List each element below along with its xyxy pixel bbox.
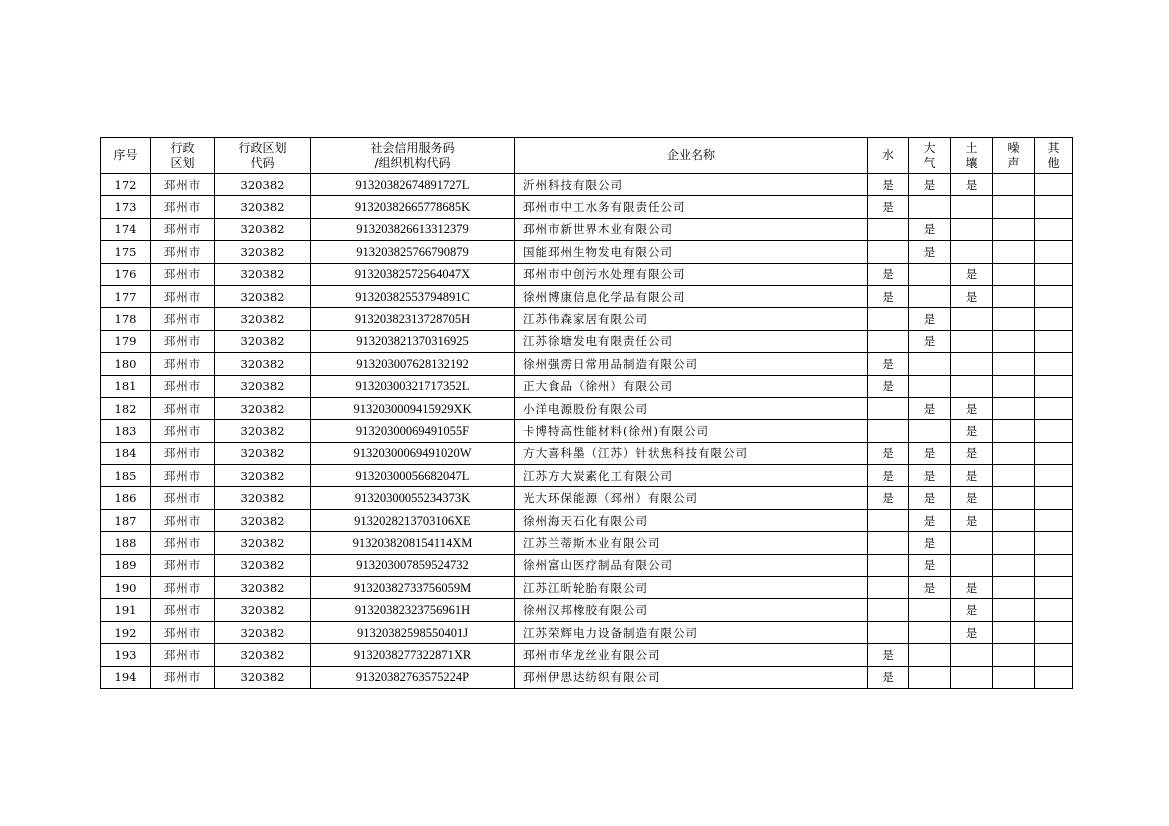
- cell-other: [1035, 241, 1073, 263]
- cell-air: 是: [909, 442, 951, 464]
- cell-district: 邳州市: [151, 330, 215, 352]
- cell-air: [909, 353, 951, 375]
- cell-soil: 是: [951, 397, 993, 419]
- cell-credit-code: 9132038277322871XR: [311, 644, 515, 666]
- cell-district-code: 320382: [215, 532, 311, 554]
- cell-soil: 是: [951, 263, 993, 285]
- table-row: [101, 465, 1073, 487]
- cell-air: [909, 263, 951, 285]
- cell-enterprise-name: 方大喜科墨（江苏）针状焦科技有限公司: [515, 442, 868, 464]
- cell-district: 邳州市: [151, 599, 215, 621]
- cell-noise: [993, 599, 1035, 621]
- cell-seq: 193: [101, 644, 151, 666]
- cell-seq: 192: [101, 621, 151, 643]
- cell-district-code: 320382: [215, 509, 311, 531]
- cell-other: [1035, 532, 1073, 554]
- cell-soil: 是: [951, 174, 993, 196]
- cell-noise: [993, 487, 1035, 509]
- table-row: [101, 174, 1073, 196]
- cell-water: [868, 397, 909, 419]
- cell-credit-code: 91320382598550401J: [311, 621, 515, 643]
- cell-seq: 184: [101, 442, 151, 464]
- cell-seq: 189: [101, 554, 151, 576]
- table-row: [101, 330, 1073, 352]
- cell-water: 是: [868, 285, 909, 307]
- cell-enterprise-name: 邳州市中创污水处理有限公司: [515, 263, 868, 285]
- cell-other: [1035, 465, 1073, 487]
- cell-credit-code: 91320382572564047X: [311, 263, 515, 285]
- table-row: [101, 532, 1073, 554]
- table-row: [101, 375, 1073, 397]
- cell-air: 是: [909, 554, 951, 576]
- cell-soil: [951, 308, 993, 330]
- cell-district: 邳州市: [151, 644, 215, 666]
- cell-water: [868, 599, 909, 621]
- cell-enterprise-name: 小洋电源股份有限公司: [515, 397, 868, 419]
- table-row: [101, 353, 1073, 375]
- cell-water: 是: [868, 174, 909, 196]
- cell-air: 是: [909, 509, 951, 531]
- cell-enterprise-name: 光大环保能源（邳州）有限公司: [515, 487, 868, 509]
- cell-seq: 187: [101, 509, 151, 531]
- header-soil-line2: 壤: [965, 155, 978, 170]
- cell-district: 邳州市: [151, 442, 215, 464]
- cell-noise: [993, 666, 1035, 688]
- cell-air: [909, 599, 951, 621]
- cell-seq: 185: [101, 465, 151, 487]
- cell-other: [1035, 621, 1073, 643]
- cell-other: [1035, 577, 1073, 599]
- cell-air: [909, 420, 951, 442]
- cell-enterprise-name: 徐州强雳日常用品制造有限公司: [515, 353, 868, 375]
- table-row: [101, 397, 1073, 419]
- cell-credit-code: 91320382733756059M: [311, 577, 515, 599]
- cell-noise: [993, 465, 1035, 487]
- cell-noise: [993, 442, 1035, 464]
- cell-water: [868, 241, 909, 263]
- cell-enterprise-name: 邳州市中工水务有限责任公司: [515, 196, 868, 218]
- cell-air: 是: [909, 532, 951, 554]
- cell-air: 是: [909, 465, 951, 487]
- cell-air: 是: [909, 397, 951, 419]
- cell-credit-code: 91320382665778685K: [311, 196, 515, 218]
- header-water: [868, 138, 909, 174]
- header-seq: [101, 138, 151, 174]
- cell-noise: [993, 420, 1035, 442]
- cell-soil: 是: [951, 420, 993, 442]
- cell-air: 是: [909, 487, 951, 509]
- cell-seq: 190: [101, 577, 151, 599]
- cell-district: 邳州市: [151, 577, 215, 599]
- cell-district: 邳州市: [151, 621, 215, 643]
- table-row: [101, 554, 1073, 576]
- cell-water: [868, 420, 909, 442]
- cell-seq: 181: [101, 375, 151, 397]
- cell-other: [1035, 218, 1073, 240]
- cell-water: [868, 554, 909, 576]
- header-air-line2: 气: [923, 155, 936, 170]
- cell-seq: 178: [101, 308, 151, 330]
- cell-credit-code: 91320300056682047L: [311, 465, 515, 487]
- cell-other: [1035, 487, 1073, 509]
- cell-district-code: 320382: [215, 375, 311, 397]
- header-noise-line2: 声: [1007, 155, 1020, 170]
- cell-water: 是: [868, 644, 909, 666]
- cell-other: [1035, 174, 1073, 196]
- cell-air: 是: [909, 218, 951, 240]
- cell-seq: 188: [101, 532, 151, 554]
- cell-noise: [993, 577, 1035, 599]
- cell-district-code: 320382: [215, 420, 311, 442]
- table-row: [101, 285, 1073, 307]
- cell-district: 邳州市: [151, 285, 215, 307]
- cell-seq: 174: [101, 218, 151, 240]
- cell-soil: 是: [951, 577, 993, 599]
- cell-district: 邳州市: [151, 353, 215, 375]
- cell-credit-code: 913203007859524732: [311, 554, 515, 576]
- cell-other: [1035, 263, 1073, 285]
- cell-water: [868, 308, 909, 330]
- cell-soil: 是: [951, 465, 993, 487]
- cell-district-code: 320382: [215, 577, 311, 599]
- cell-soil: [951, 196, 993, 218]
- cell-district-code: 320382: [215, 397, 311, 419]
- enterprise-table: [100, 137, 1073, 689]
- cell-enterprise-name: 江苏徐塘发电有限责任公司: [515, 330, 868, 352]
- cell-other: [1035, 554, 1073, 576]
- table-row: [101, 308, 1073, 330]
- cell-enterprise-name: 徐州博康信息化学品有限公司: [515, 285, 868, 307]
- cell-district-code: 320382: [215, 174, 311, 196]
- cell-other: [1035, 644, 1073, 666]
- cell-soil: [951, 241, 993, 263]
- cell-water: 是: [868, 375, 909, 397]
- cell-noise: [993, 353, 1035, 375]
- cell-other: [1035, 599, 1073, 621]
- cell-water: [868, 218, 909, 240]
- cell-district: 邳州市: [151, 420, 215, 442]
- cell-district-code: 320382: [215, 196, 311, 218]
- cell-district: 邳州市: [151, 465, 215, 487]
- cell-district: 邳州市: [151, 196, 215, 218]
- cell-air: [909, 621, 951, 643]
- header-noise-line1: 噪: [1007, 140, 1020, 155]
- header-district-line1: 行政: [170, 140, 195, 155]
- cell-credit-code: 9132038208154114XM: [311, 532, 515, 554]
- cell-soil: 是: [951, 442, 993, 464]
- cell-water: 是: [868, 263, 909, 285]
- cell-district-code: 320382: [215, 241, 311, 263]
- header-noise: [993, 138, 1035, 174]
- cell-water: 是: [868, 442, 909, 464]
- header-name: [515, 138, 868, 174]
- cell-noise: [993, 330, 1035, 352]
- cell-district-code: 320382: [215, 353, 311, 375]
- cell-soil: [951, 218, 993, 240]
- cell-air: 是: [909, 241, 951, 263]
- header-name-label: 企业名称: [666, 148, 715, 162]
- cell-district-code: 320382: [215, 263, 311, 285]
- cell-district: 邳州市: [151, 532, 215, 554]
- cell-water: 是: [868, 353, 909, 375]
- cell-noise: [993, 554, 1035, 576]
- cell-air: [909, 644, 951, 666]
- cell-other: [1035, 375, 1073, 397]
- cell-district: 邳州市: [151, 487, 215, 509]
- cell-other: [1035, 397, 1073, 419]
- header-seq-label: 序号: [113, 148, 138, 162]
- cell-district-code: 320382: [215, 218, 311, 240]
- header-credit-code-line1: 社会信用服务码: [370, 140, 455, 155]
- cell-credit-code: 91320382323756961H: [311, 599, 515, 621]
- cell-soil: 是: [951, 285, 993, 307]
- table-row: [101, 644, 1073, 666]
- cell-district: 邳州市: [151, 174, 215, 196]
- header-district-line2: 区划: [170, 155, 195, 170]
- cell-seq: 179: [101, 330, 151, 352]
- cell-seq: 175: [101, 241, 151, 263]
- cell-seq: 177: [101, 285, 151, 307]
- table-body: [101, 174, 1073, 689]
- table-row: [101, 442, 1073, 464]
- cell-district-code: 320382: [215, 666, 311, 688]
- cell-enterprise-name: 沂州科技有限公司: [515, 174, 868, 196]
- table-row: [101, 420, 1073, 442]
- cell-seq: 186: [101, 487, 151, 509]
- cell-district: 邳州市: [151, 263, 215, 285]
- cell-district-code: 320382: [215, 442, 311, 464]
- cell-enterprise-name: 徐州汉邦橡胶有限公司: [515, 599, 868, 621]
- table-row: [101, 666, 1073, 688]
- cell-soil: 是: [951, 599, 993, 621]
- table-row: [101, 509, 1073, 531]
- cell-soil: [951, 532, 993, 554]
- cell-enterprise-name: 江苏荣辉电力设备制造有限公司: [515, 621, 868, 643]
- cell-noise: [993, 621, 1035, 643]
- cell-air: [909, 666, 951, 688]
- cell-district-code: 320382: [215, 554, 311, 576]
- cell-district: 邳州市: [151, 554, 215, 576]
- cell-other: [1035, 196, 1073, 218]
- cell-credit-code: 91320382763575224P: [311, 666, 515, 688]
- cell-other: [1035, 285, 1073, 307]
- cell-district: 邳州市: [151, 666, 215, 688]
- cell-enterprise-name: 卡博特高性能材料(徐州)有限公司: [515, 420, 868, 442]
- cell-air: 是: [909, 308, 951, 330]
- cell-seq: 191: [101, 599, 151, 621]
- cell-air: 是: [909, 174, 951, 196]
- cell-noise: [993, 196, 1035, 218]
- header-district: [151, 138, 215, 174]
- cell-air: 是: [909, 577, 951, 599]
- cell-soil: 是: [951, 487, 993, 509]
- cell-air: 是: [909, 330, 951, 352]
- header-credit-code-line2: /组织机构代码: [374, 155, 451, 170]
- header-other: [1035, 138, 1073, 174]
- cell-water: [868, 509, 909, 531]
- header-water-label: 水: [881, 148, 894, 162]
- cell-noise: [993, 532, 1035, 554]
- cell-other: [1035, 330, 1073, 352]
- cell-soil: [951, 644, 993, 666]
- cell-enterprise-name: 徐州富山医疗制品有限公司: [515, 554, 868, 576]
- cell-district: 邳州市: [151, 509, 215, 531]
- cell-noise: [993, 509, 1035, 531]
- cell-credit-code: 913203821370316925: [311, 330, 515, 352]
- header-air: [909, 138, 951, 174]
- cell-seq: 194: [101, 666, 151, 688]
- cell-seq: 173: [101, 196, 151, 218]
- cell-noise: [993, 263, 1035, 285]
- cell-water: 是: [868, 487, 909, 509]
- cell-soil: [951, 666, 993, 688]
- cell-credit-code: 913203826613312379: [311, 218, 515, 240]
- header-soil: [951, 138, 993, 174]
- cell-water: [868, 532, 909, 554]
- table-row: [101, 621, 1073, 643]
- cell-noise: [993, 174, 1035, 196]
- cell-noise: [993, 397, 1035, 419]
- header-district-code-line1: 行政区划: [238, 140, 287, 155]
- cell-district: 邳州市: [151, 308, 215, 330]
- cell-credit-code: 91320382313728705H: [311, 308, 515, 330]
- cell-district-code: 320382: [215, 308, 311, 330]
- cell-enterprise-name: 江苏方大炭素化工有限公司: [515, 465, 868, 487]
- cell-other: [1035, 442, 1073, 464]
- header-district-code-line2: 代码: [250, 155, 275, 170]
- cell-other: [1035, 509, 1073, 531]
- table-row: [101, 577, 1073, 599]
- header-soil-line1: 土: [965, 140, 978, 155]
- cell-other: [1035, 666, 1073, 688]
- cell-soil: 是: [951, 509, 993, 531]
- cell-noise: [993, 285, 1035, 307]
- cell-noise: [993, 308, 1035, 330]
- table-row: [101, 218, 1073, 240]
- header-other-line2: 他: [1047, 155, 1060, 170]
- cell-credit-code: 91320300069491020W: [311, 442, 515, 464]
- cell-enterprise-name: 江苏伟森家居有限公司: [515, 308, 868, 330]
- cell-credit-code: 91320300055234373K: [311, 487, 515, 509]
- cell-district-code: 320382: [215, 487, 311, 509]
- cell-enterprise-name: 邳州伊思达纺织有限公司: [515, 666, 868, 688]
- table-row: [101, 599, 1073, 621]
- cell-noise: [993, 218, 1035, 240]
- cell-soil: 是: [951, 621, 993, 643]
- cell-district-code: 320382: [215, 599, 311, 621]
- cell-soil: [951, 330, 993, 352]
- table-row: [101, 196, 1073, 218]
- cell-noise: [993, 375, 1035, 397]
- cell-water: 是: [868, 666, 909, 688]
- cell-enterprise-name: 邳州市华龙丝业有限公司: [515, 644, 868, 666]
- cell-enterprise-name: 江苏兰蒂斯木业有限公司: [515, 532, 868, 554]
- header-air-line1: 大: [923, 140, 936, 155]
- cell-seq: 183: [101, 420, 151, 442]
- cell-noise: [993, 241, 1035, 263]
- cell-enterprise-name: 徐州海天石化有限公司: [515, 509, 868, 531]
- cell-noise: [993, 644, 1035, 666]
- cell-water: [868, 621, 909, 643]
- header-credit-code: [311, 138, 515, 174]
- cell-credit-code: 9132028213703106XE: [311, 509, 515, 531]
- cell-credit-code: 913203007628132192: [311, 353, 515, 375]
- cell-credit-code: 9132030009415929XK: [311, 397, 515, 419]
- table-header: [101, 138, 1073, 174]
- cell-water: 是: [868, 465, 909, 487]
- cell-district-code: 320382: [215, 465, 311, 487]
- cell-other: [1035, 420, 1073, 442]
- cell-soil: [951, 554, 993, 576]
- cell-district-code: 320382: [215, 644, 311, 666]
- cell-district-code: 320382: [215, 621, 311, 643]
- cell-seq: 172: [101, 174, 151, 196]
- cell-district-code: 320382: [215, 330, 311, 352]
- cell-district: 邳州市: [151, 397, 215, 419]
- cell-seq: 182: [101, 397, 151, 419]
- cell-seq: 176: [101, 263, 151, 285]
- cell-water: [868, 577, 909, 599]
- table-row: [101, 487, 1073, 509]
- cell-other: [1035, 308, 1073, 330]
- cell-district: 邳州市: [151, 218, 215, 240]
- cell-air: [909, 196, 951, 218]
- cell-air: [909, 375, 951, 397]
- cell-district: 邳州市: [151, 241, 215, 263]
- cell-enterprise-name: 邳州市新世界木业有限公司: [515, 218, 868, 240]
- table-row: [101, 241, 1073, 263]
- cell-soil: [951, 375, 993, 397]
- cell-enterprise-name: 国能邳州生物发电有限公司: [515, 241, 868, 263]
- cell-credit-code: 91320300069491055F: [311, 420, 515, 442]
- cell-credit-code: 91320382674891727L: [311, 174, 515, 196]
- cell-district-code: 320382: [215, 285, 311, 307]
- cell-water: [868, 330, 909, 352]
- header-district-code: [215, 138, 311, 174]
- cell-water: 是: [868, 196, 909, 218]
- header-row: [101, 138, 1073, 174]
- cell-credit-code: 91320300321717352L: [311, 375, 515, 397]
- cell-credit-code: 913203825766790879: [311, 241, 515, 263]
- cell-district: 邳州市: [151, 375, 215, 397]
- table-row: [101, 263, 1073, 285]
- cell-credit-code: 91320382553794891C: [311, 285, 515, 307]
- header-other-line1: 其: [1047, 140, 1060, 155]
- cell-other: [1035, 353, 1073, 375]
- cell-seq: 180: [101, 353, 151, 375]
- cell-enterprise-name: 正大食品（徐州）有限公司: [515, 375, 868, 397]
- cell-enterprise-name: 江苏江昕轮胎有限公司: [515, 577, 868, 599]
- cell-air: [909, 285, 951, 307]
- cell-soil: [951, 353, 993, 375]
